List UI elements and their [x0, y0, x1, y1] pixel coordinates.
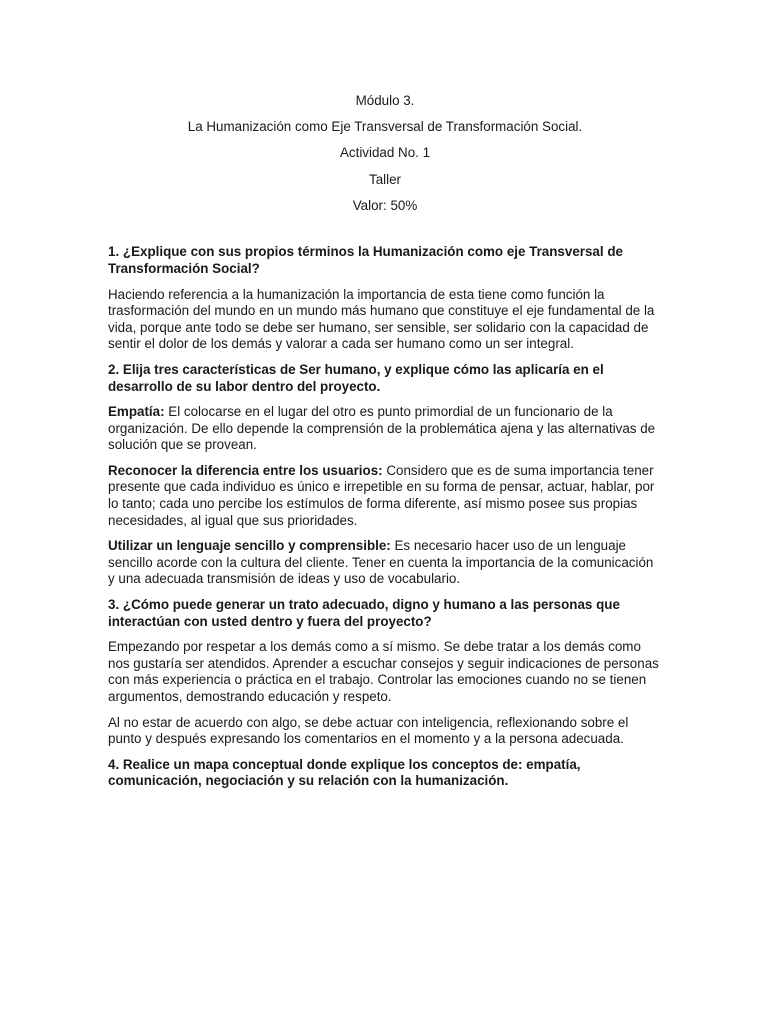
answer-3-paragraph-2: Al no estar de acuerdo con algo, se debe actuar con inteligencia, reflexionando sobre el punto y después expresando los comentarios en el momento y a la persona adecuada. — [108, 714, 629, 747]
answer-1: Haciendo referencia a la humanización la importancia de esta tiene como función la trasformación del mundo en un mundo más humano que constituye el eje fundamental de la vida, porque ante todo se debe ser humano, ser sensible, ser solidario con la capacidad de sentir el dolor de los demás y valorar a cada ser humano como un ser integral. — [108, 286, 655, 352]
question-2: 2. Elija tres características de Ser humano, y explique cómo las aplicaría en el desarrollo de su labor dentro del proyecto. — [108, 361, 604, 394]
activity-type: Taller — [369, 171, 401, 187]
document-header — [108, 93, 662, 214]
answer-3-paragraph-1: Empezando por respetar a los demás como a sí mismo. Se debe tratar a los demás como nos gustaría ser atendidos. Aprender a escuchar consejos y seguir indicaciones de personas con más experiencia o práctica en el trabajo. Controlar las emociones cuando no se tienen argumentos, demostrando educación y respeto. — [108, 639, 659, 704]
question-1: 1. ¿Explique con sus propios términos la Humanización como eje Transversal de Transformación Social? — [108, 244, 623, 276]
question-3: 3. ¿Cómo puede generar un trato adecuado, digno y humano a las personas que interactúan con usted dentro y fuera del proyecto? — [108, 597, 620, 629]
trait-simple-language — [108, 538, 662, 588]
trait-text: Considero que es de suma importancia tener presente que cada individuo es único e irrepetible en su forma de pensar, actuar, hablar, por lo tanto; cada uno percibe los estímulos de forma diferente, así mismo posee sus propias necesidades, al igual que sus prioridades. — [108, 462, 655, 528]
trait-recognize-difference — [108, 463, 662, 529]
activity-label: Actividad No. 1 — [339, 145, 431, 161]
trait-text: Es necesario hacer uso de un lenguaje sencillo acorde con la cultura del cliente. Tener en cuenta la importancia de la comunicación y una adecuada transmisión de ideas y uso de vocabulario. — [108, 538, 654, 587]
trait-term: Empatía: — [108, 404, 165, 420]
trait-text: El colocarse en el lugar del otro es punto primordial de un funcionario de la organización. De ello depende la comprensión de la problemática ajena y las alternativas de solución que se provean. — [108, 404, 656, 453]
module-label: Módulo 3. — [355, 93, 415, 108]
document-body — [108, 244, 662, 790]
activity-value: Valor: 50% — [352, 197, 418, 213]
trait-empathy — [108, 404, 662, 454]
trait-term: Utilizar un lenguaje sencillo y comprensible: — [108, 538, 391, 554]
document-title: La Humanización como Eje Transversal de Transformación Social. — [187, 119, 583, 135]
question-4: 4. Realice un mapa conceptual donde explique los conceptos de: empatía, comunicación, negociación y su relación con la humanización. — [108, 756, 581, 789]
trait-term: Reconocer la diferencia entre los usuarios: — [108, 462, 383, 478]
